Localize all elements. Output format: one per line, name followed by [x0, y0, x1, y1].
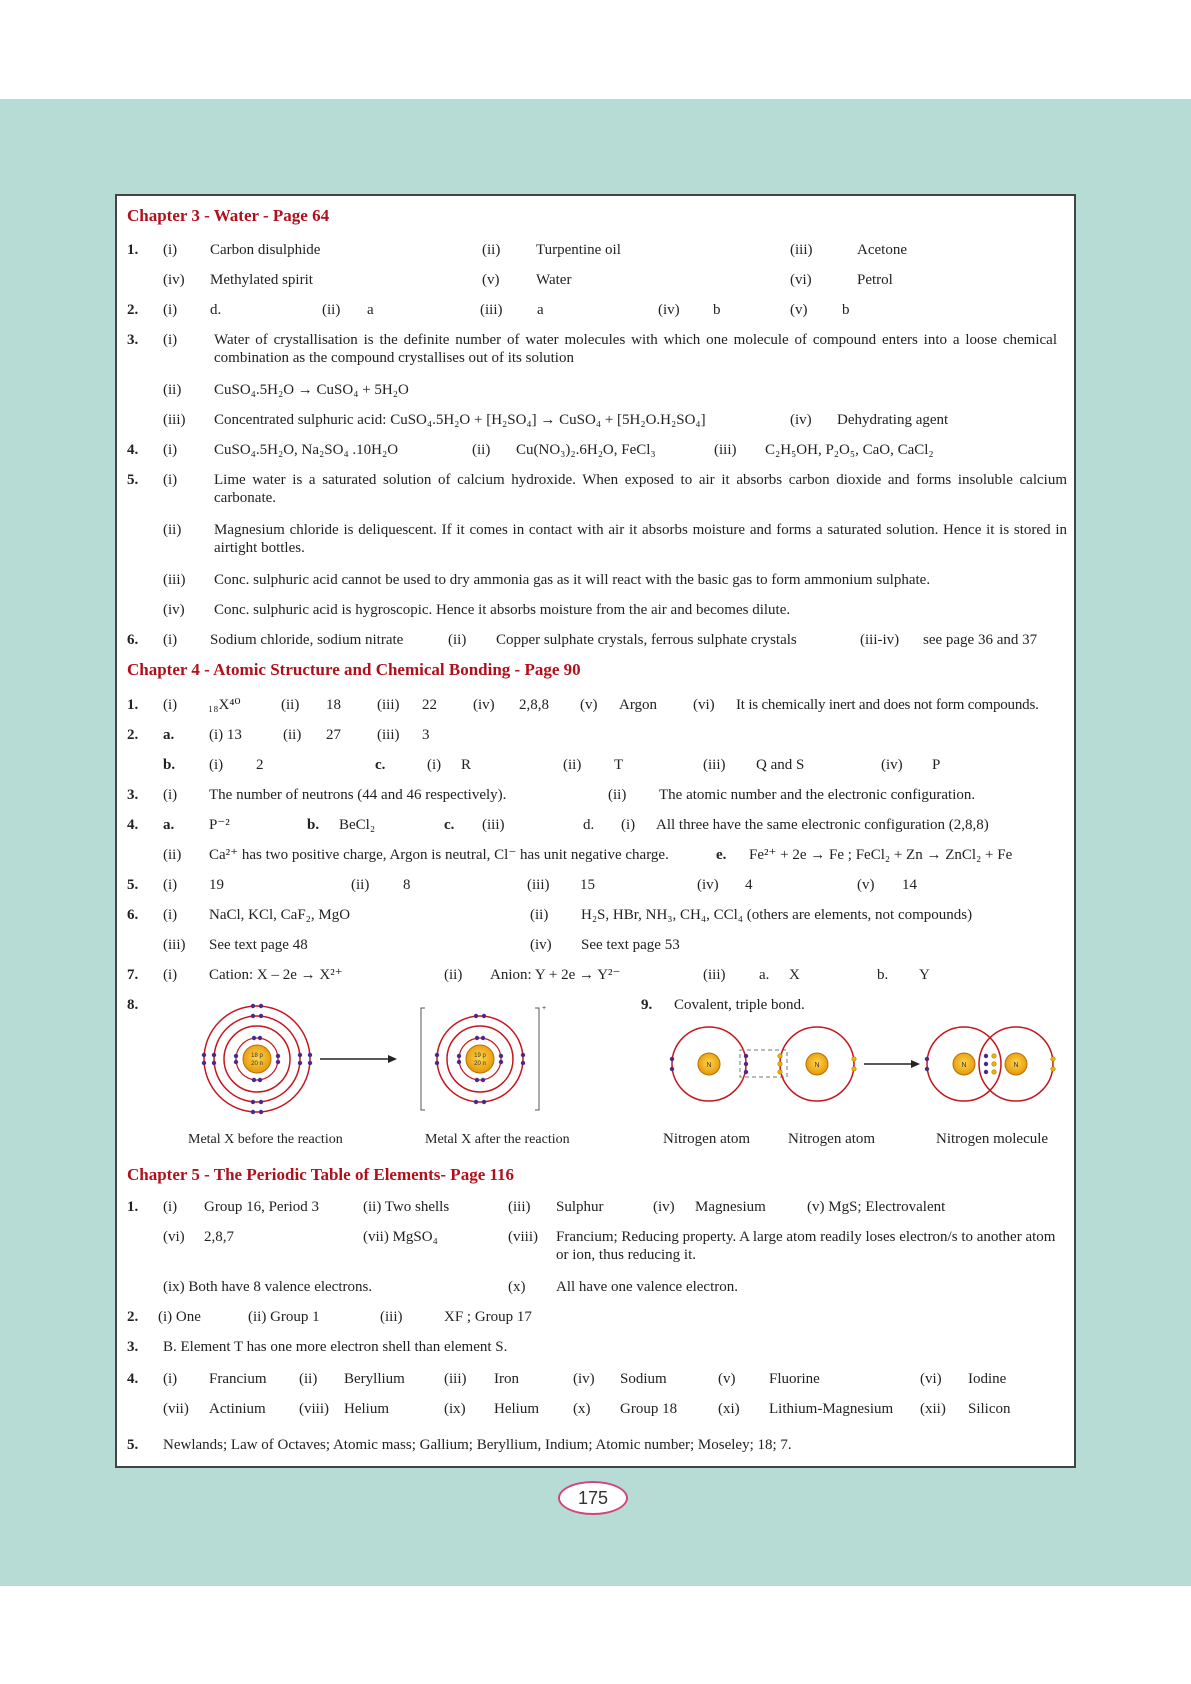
nucleus-label: 20 n: [251, 1061, 263, 1067]
q-number: 3.: [127, 787, 139, 803]
sub-label: (iv): [163, 272, 185, 288]
answer: b: [842, 302, 850, 318]
chapter-5-heading: Chapter 5 - The Periodic Table of Elements- Page 116: [127, 1165, 515, 1184]
answer: 22: [422, 697, 437, 713]
answer: Carbon disulphide: [210, 242, 321, 258]
answer: Ca²⁺ has two positive charge, Argon is neutral, Cl⁻ has unit negative charge.: [209, 847, 669, 863]
q-number: 4.: [127, 817, 139, 833]
diagram-caption: Metal X before the reaction: [188, 1132, 343, 1147]
nitrogen-atom-2: [778, 1027, 856, 1101]
answer: 3: [422, 727, 430, 743]
answer: Group 18: [620, 1401, 678, 1417]
sub-label: a.: [163, 817, 175, 833]
nitrogen-atom-1: [670, 1027, 748, 1101]
answer: (vii) MgSO₄: [363, 1229, 438, 1245]
sub-label: c.: [444, 817, 455, 833]
sub-label: (iii): [480, 302, 503, 318]
nucleus-label: 20 n: [474, 1061, 486, 1067]
sub-label: (viii): [299, 1401, 329, 1417]
sub-label: (iii): [377, 727, 400, 743]
sub-label: (iii): [380, 1309, 403, 1325]
q-number: 8.: [127, 997, 139, 1013]
answer: CuSO₄.5H₂O → CuSO₄ + 5H₂O: [214, 382, 409, 398]
q-number: 1.: [127, 697, 139, 713]
sub-label: (iii): [714, 442, 737, 458]
sub-label: (iii): [444, 1371, 467, 1387]
sub-label: (i): [163, 302, 178, 318]
sub-label: a.: [163, 727, 175, 743]
answer: 19: [209, 877, 224, 893]
answer: The number of neutrons (44 and 46 respectively).: [209, 787, 507, 803]
sub-label: (ii): [351, 877, 370, 893]
sub-label: (iii): [508, 1199, 531, 1215]
diagram-caption: Metal X after the reaction: [425, 1132, 570, 1147]
sub-label: (iv): [163, 602, 185, 618]
answer: (ii) Two shells: [363, 1199, 450, 1215]
sub-label: (ii): [448, 632, 467, 648]
nucleus-label: 18 p: [251, 1053, 263, 1059]
sub-label: (i): [163, 1199, 178, 1215]
answer: Conc. sulphuric acid cannot be used to dry ammonia gas as it will react with the basic gas to form ammonium sulphate.: [214, 572, 931, 588]
answer: Silicon: [968, 1401, 1011, 1417]
sub-label: b.: [877, 967, 889, 983]
answer: P: [932, 757, 941, 773]
q-number: 2.: [127, 727, 139, 743]
sub-label: (ii): [322, 302, 341, 318]
sub-label: (xi): [718, 1401, 740, 1417]
answer: B. Element T has one more electron shell than element S.: [163, 1339, 508, 1355]
q-number: 4.: [127, 1371, 139, 1387]
answer: Concentrated sulphuric acid: CuSO₄.5H₂O + [H₂SO₄] → CuSO₄ + [5H₂O.H₂SO₄]: [214, 412, 706, 428]
sub-label: b.: [163, 757, 176, 773]
answer: Newlands; Law of Octaves; Atomic mass; Gallium; Beryllium, Indium; Atomic number; Moseley; 18; 7.: [163, 1437, 792, 1453]
q-number: 5.: [127, 877, 139, 893]
answer: d.: [210, 302, 222, 318]
answer: 4: [745, 877, 753, 893]
sub-label: (iii): [703, 967, 726, 983]
answer: Water of crystallisation is the definite number of water molecules with which one molecule of compound enters into a loose chemical combination as the compound crystallises out of its solution: [214, 332, 1057, 366]
sub-label: (vii): [163, 1401, 189, 1417]
sub-label: (ii): [163, 382, 182, 398]
sub-label: (ii): [163, 522, 182, 538]
sub-label: (ii): [444, 967, 463, 983]
sub-label: (ii): [281, 697, 300, 713]
chapter-3-heading: Chapter 3 - Water - Page 64: [127, 206, 330, 225]
answer: Magnesium: [695, 1199, 766, 1215]
sub-label: (i): [163, 332, 178, 348]
nitrogen-molecule: [925, 1027, 1055, 1101]
sub-label: (ii): [163, 847, 182, 863]
sub-label: (x): [573, 1401, 591, 1417]
sub-label: (i): [163, 1371, 178, 1387]
answer: Iron: [494, 1371, 519, 1387]
sub-label: (xii): [920, 1401, 946, 1417]
sub-label: (vi): [920, 1371, 942, 1387]
sub-label: (iii): [377, 697, 400, 713]
metal-atom-diagram: [195, 1003, 565, 1115]
sub-label: (i): [163, 442, 178, 458]
answer: Lithium-Magnesium: [769, 1401, 894, 1417]
sub-label: (ii): [563, 757, 582, 773]
answer: Argon: [619, 697, 658, 713]
answer: Beryllium: [344, 1371, 405, 1387]
answer: Actinium: [209, 1401, 266, 1417]
answer: Covalent, triple bond.: [674, 997, 805, 1013]
sub-label: (iv): [790, 412, 812, 428]
answer: (i) One: [158, 1309, 201, 1325]
sub-label: (i): [163, 697, 178, 713]
sub-label: (v): [790, 302, 808, 318]
answer: Helium: [344, 1401, 389, 1417]
answer: Sulphur: [556, 1199, 604, 1215]
answer: Y: [919, 967, 930, 983]
answer: 15: [580, 877, 595, 893]
answer: Cu(NO₃)₂.6H₂O, FeCl₃: [516, 442, 656, 458]
answer: The atomic number and the electronic configuration.: [659, 787, 976, 803]
sub-label: (v): [718, 1371, 736, 1387]
answer: 2,8,7: [204, 1229, 234, 1245]
q-number: 3.: [127, 332, 139, 348]
answer: H₂S, HBr, NH₃, CH₄, CCl₄ (others are elements, not compounds): [581, 907, 973, 923]
answer: Lime water is a saturated solution of calcium hydroxide. When exposed to air it absorbs carbon dioxide and forms insoluble calcium carbonate.: [214, 472, 1067, 506]
sub-label: (i): [163, 907, 178, 923]
sub-label: b.: [307, 817, 320, 833]
nitrogen-bond-diagram: [660, 1022, 1070, 1112]
sub-label: (iv): [573, 1371, 595, 1387]
answer: a: [367, 302, 374, 318]
answer: P⁻²: [209, 817, 230, 833]
arrow: [320, 1055, 397, 1063]
answer: Cation: X – 2e → X²⁺: [209, 967, 343, 983]
answer: Petrol: [857, 272, 893, 288]
q-number: 6.: [127, 632, 139, 648]
answer: 27: [326, 727, 341, 743]
answer: Methylated spirit: [210, 272, 313, 288]
sub-label: d.: [583, 817, 595, 833]
charge-label: +: [542, 1005, 547, 1012]
answer: see page 36 and 37: [923, 632, 1038, 648]
q-number: 4.: [127, 442, 139, 458]
q-number: 2.: [127, 302, 139, 318]
sub-label: (iii): [163, 412, 186, 428]
answer: 2: [256, 757, 264, 773]
answer: NaCl, KCl, CaF₂, MgO: [209, 907, 351, 923]
sub-label: (iii): [163, 937, 186, 953]
sub-label: (vi): [790, 272, 812, 288]
sub-label: (ii): [482, 242, 501, 258]
q-number: 9.: [641, 997, 653, 1013]
answer: BeCl₂: [339, 817, 376, 833]
sub-label: (i): [163, 472, 178, 488]
answer: b: [713, 302, 721, 318]
answer: T: [614, 757, 624, 773]
answer: Dehydrating agent: [837, 412, 949, 428]
answer: a: [537, 302, 544, 318]
answer: All three have the same electronic configuration (2,8,8): [656, 817, 989, 833]
answer: Francium: [209, 1371, 267, 1387]
sub-label: (iv): [530, 937, 552, 953]
sub-label: (ii): [608, 787, 627, 803]
atom-after: [421, 1005, 546, 1110]
answer: C₂H₅OH, P₂O₅, CaO, CaCl₂: [765, 442, 934, 458]
diagram-caption: Nitrogen molecule: [936, 1131, 1049, 1147]
q-number: 6.: [127, 907, 139, 923]
sub-label: (iii): [527, 877, 550, 893]
sub-label: a.: [759, 967, 770, 983]
sub-label: (i): [209, 757, 224, 773]
sub-label: (iv): [658, 302, 680, 318]
answer: 14: [902, 877, 917, 893]
answer: CuSO₄.5H₂O, Na₂SO₄ .10H₂O: [214, 442, 399, 458]
nucleus-label: N: [961, 1062, 967, 1069]
sub-label: (ii): [530, 907, 549, 923]
answer: (v) MgS; Electrovalent: [807, 1199, 946, 1215]
sub-label: (iii-iv): [860, 632, 900, 648]
answer: 8: [403, 877, 411, 893]
sub-label: (i): [163, 967, 178, 983]
answer: Fluorine: [769, 1371, 820, 1387]
sub-label: (i): [163, 632, 178, 648]
answer: Sodium: [620, 1371, 667, 1387]
q-number: 5.: [127, 1437, 139, 1453]
answer: Group 16, Period 3: [204, 1199, 319, 1215]
sub-label: (v): [580, 697, 598, 713]
diagram-caption: Nitrogen atom: [788, 1131, 876, 1147]
nucleus-label: N: [814, 1062, 820, 1069]
answer: Sodium chloride, sodium nitrate: [210, 632, 404, 648]
answer: Turpentine oil: [536, 242, 621, 258]
answer: Water: [536, 272, 572, 288]
q-number: 2.: [127, 1309, 139, 1325]
diagram-caption: Nitrogen atom: [663, 1131, 751, 1147]
answer: All have one valence electron.: [556, 1279, 738, 1295]
sub-label: e.: [716, 847, 727, 863]
answer: Copper sulphate crystals, ferrous sulphate crystals: [496, 632, 797, 648]
answer: See text page 48: [209, 937, 308, 953]
answer: See text page 53: [581, 937, 680, 953]
sub-label: (iii): [703, 757, 726, 773]
answer: X: [789, 967, 800, 983]
answer: (i) 13: [209, 727, 242, 743]
answer: It is chemically inert and does not form compounds.: [736, 697, 1039, 713]
q-number: 1.: [127, 242, 139, 258]
sub-label: (i): [163, 877, 178, 893]
answer: Conc. sulphuric acid is hygroscopic. Hence it absorbs moisture from the air and becomes dilute.: [214, 602, 791, 618]
sub-label: (iv): [653, 1199, 675, 1215]
sub-label: (i): [163, 242, 178, 258]
answer: (iii): [482, 817, 505, 833]
sub-label: (iv): [881, 757, 903, 773]
answer: ₁₈X⁴⁰: [208, 697, 241, 713]
sub-label: (ii): [472, 442, 491, 458]
q-number: 5.: [127, 472, 139, 488]
sub-label: (ix): [444, 1401, 466, 1417]
answer: Fe²⁺ + 2e → Fe ; FeCl₂ + Zn → ZnCl₂ + Fe: [749, 847, 1013, 863]
answer: Acetone: [857, 242, 907, 258]
chapter-4-heading: Chapter 4 - Atomic Structure and Chemical Bonding - Page 90: [127, 660, 581, 679]
answer: (ix) Both have 8 valence electrons.: [163, 1279, 373, 1295]
sub-label: (v): [482, 272, 500, 288]
answer: 18: [326, 697, 341, 713]
nucleus-label: N: [1013, 1062, 1019, 1069]
page-number: 175: [558, 1481, 628, 1515]
sub-label: (iii): [790, 242, 813, 258]
q-number: 3.: [127, 1339, 139, 1355]
answer: Francium; Reducing property. A large atom readily loses electron/s to another atom or ion, thus reducing it.: [556, 1229, 1056, 1263]
answer: (ii) Group 1: [248, 1309, 320, 1325]
arrow: [864, 1060, 920, 1068]
answer: Magnesium chloride is deliquescent. If it comes in contact with air it absorbs moisture and forms a saturated solution. Hence it is stored in airtight bottles.: [214, 522, 1067, 556]
sub-label: (iii): [163, 572, 186, 588]
answer: Q and S: [756, 757, 805, 773]
answer: Helium: [494, 1401, 539, 1417]
atom-before: [202, 1004, 312, 1114]
sub-label: (iv): [697, 877, 719, 893]
sub-label: c.: [375, 757, 386, 773]
sub-label: (viii): [508, 1229, 538, 1245]
nucleus-label: 19 p: [474, 1053, 486, 1059]
sub-label: (v): [857, 877, 875, 893]
q-number: 1.: [127, 1199, 139, 1215]
nucleus-label: N: [706, 1062, 712, 1069]
sub-label: (x): [508, 1279, 526, 1295]
sub-label: (iv): [473, 697, 495, 713]
answer: XF ; Group 17: [444, 1309, 532, 1325]
q-number: 7.: [127, 967, 139, 983]
sub-label: (i): [427, 757, 442, 773]
sub-label: (ii): [283, 727, 302, 743]
sub-label: (i): [621, 817, 636, 833]
answer: R: [461, 757, 472, 773]
sub-label: (i): [163, 787, 178, 803]
sub-label: (ii): [299, 1371, 318, 1387]
answer: 2,8,8: [519, 697, 549, 713]
answer: Iodine: [968, 1371, 1007, 1387]
answer: Anion: Y + 2e → Y²⁻: [490, 967, 621, 983]
sub-label: (vi): [693, 697, 715, 713]
sub-label: (vi): [163, 1229, 185, 1245]
